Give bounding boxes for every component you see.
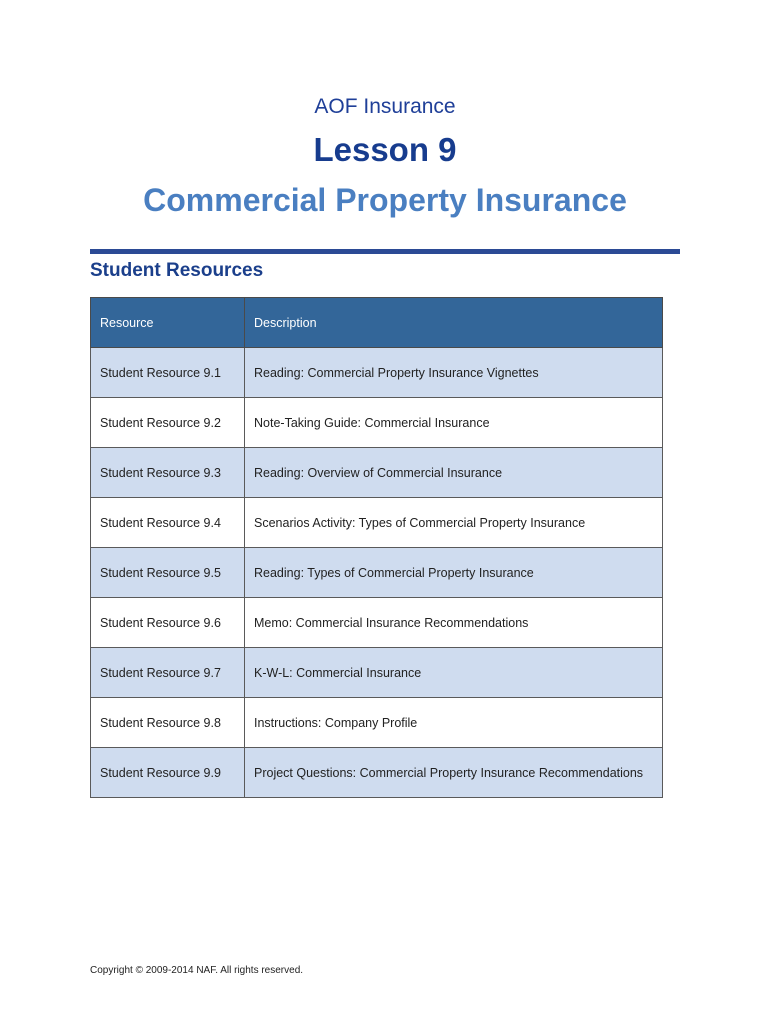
resource-cell: Student Resource 9.8 [91, 698, 245, 748]
section-divider [90, 249, 680, 254]
course-title: AOF Insurance [314, 95, 456, 118]
resource-cell: Student Resource 9.7 [91, 648, 245, 698]
table-header-row [91, 298, 663, 348]
description-cell: K-W-L: Commercial Insurance [245, 648, 663, 698]
table-row [91, 548, 663, 598]
section-heading: Student Resources [90, 260, 264, 281]
description-cell: Note-Taking Guide: Commercial Insurance [245, 398, 663, 448]
table-row [91, 398, 663, 448]
description-cell: Reading: Commercial Property Insurance Vignettes [245, 348, 663, 398]
table-row [91, 648, 663, 698]
description-cell: Reading: Overview of Commercial Insurance [245, 448, 663, 498]
lesson-title: Lesson 9 [313, 131, 457, 168]
table-row [91, 348, 663, 398]
description-cell: Scenarios Activity: Types of Commercial Property Insurance [245, 498, 663, 548]
description-cell: Project Questions: Commercial Property Insurance Recommendations [245, 748, 663, 798]
table-row [91, 448, 663, 498]
table-row [91, 748, 663, 798]
resource-cell: Student Resource 9.1 [91, 348, 245, 398]
column-header-resource: Resource [91, 298, 245, 348]
resource-cell: Student Resource 9.6 [91, 598, 245, 648]
resource-cell: Student Resource 9.4 [91, 498, 245, 548]
resources-table [90, 297, 663, 798]
table-row [91, 498, 663, 548]
lesson-subtitle: Commercial Property Insurance [143, 182, 627, 218]
copyright-notice: Copyright © 2009-2014 NAF. All rights reserved. [90, 965, 304, 976]
resource-cell: Student Resource 9.2 [91, 398, 245, 448]
resource-cell: Student Resource 9.5 [91, 548, 245, 598]
resource-cell: Student Resource 9.3 [91, 448, 245, 498]
description-cell: Instructions: Company Profile [245, 698, 663, 748]
description-cell: Reading: Types of Commercial Property Insurance [245, 548, 663, 598]
column-header-description: Description [245, 298, 663, 348]
table-row [91, 698, 663, 748]
resource-cell: Student Resource 9.9 [91, 748, 245, 798]
table-row [91, 598, 663, 648]
description-cell: Memo: Commercial Insurance Recommendations [245, 598, 663, 648]
